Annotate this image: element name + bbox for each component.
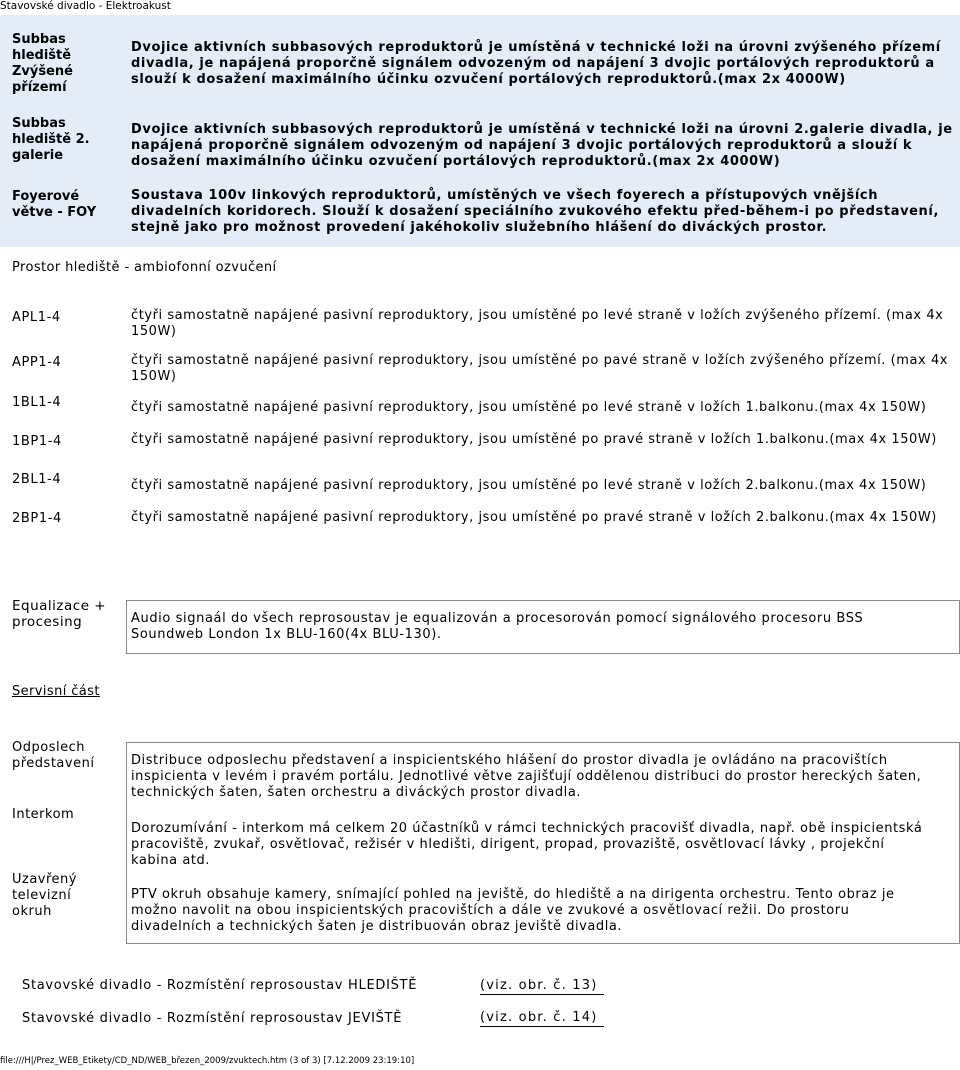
- desc-1bl: čtyři samostatně napájené pasivní reproduktory, jsou umístěné po levé straně v ložích 1.balkonu.(max 4x 150W): [131, 400, 927, 415]
- reference-hlediste: Stavovské divadlo - Rozmístění reprosoustav HLEDIŠTĚ: [22, 978, 418, 993]
- desc-2bp: čtyři samostatně napájené pasivní reproduktory, jsou umístěné po pravé straně v ložích 2.balkonu.(max 4x 150W): [131, 510, 937, 525]
- desc-app: čtyři samostatně napájené pasivní reproduktory, jsou umístěné po pavé straně v ložích zvýšeného přízemí. (max 4x 150W): [131, 353, 949, 384]
- label-equalization: Equalizace + procesing: [12, 598, 107, 630]
- code-app: APP1-4: [12, 355, 62, 370]
- reference-link-13[interactable]: (viz. obr. č. 13): [480, 978, 604, 995]
- code-2bl: 2BL1-4: [12, 472, 62, 487]
- label-interkom: Interkom: [12, 807, 75, 822]
- text-odposlech: Distribuce odposlechu představení a inspicientského hlášení do prostor divadla je ovládáno na pracovištích inspicienta v levém i pravém portálu. Jednotlivé větve zajišťují oddělenou distribuci do prostor hereckých šaten, technických šaten, šaten orchestru a diváckých prostor divadla.: [131, 753, 922, 800]
- label-ptv: Uzavřený televizní okruh: [12, 872, 77, 919]
- text-ptv: PTV okruh obsahuje kamery, snímající pohled na jeviště, do hlediště a na dirigenta orchestru. Tento obraz je možno navolit na obou inspicientských pracovištích a dále ve zvukové a osvětlovací režii. Do prostoru divadelních a technických šaten je distribuován obraz jeviště divadla.: [131, 887, 895, 934]
- label-foyer: Foyerové větve - FOY: [12, 189, 97, 220]
- status-bar-path: file:///H|/Prez_WEB_Etikety/CD_ND/WEB_březen_2009/zvuktech.htm (3 of 3) [7.12.2009 23:19:10]: [0, 1056, 415, 1066]
- label-subbas-galerie: Subbas hlediště 2. galerie: [12, 116, 90, 163]
- text-subbas-galerie: Dvojice aktivních subbasových reproduktorů je umístěná v technické loži na úrovni 2.galerie divadla, je napájená proporčně signálem odvozeným od napájení 3 dvojic portálových reproduktorů a slouží k dosažení maximálního účinku ozvučení portálových reproduktorů.(max 2x 4000W): [131, 122, 953, 169]
- desc-1bp: čtyři samostatně napájené pasivní reproduktory, jsou umístěné po pravé straně v ložích 1.balkonu.(max 4x 150W): [131, 432, 937, 447]
- desc-2bl: čtyři samostatně napájené pasivní reproduktory, jsou umístěné po levé straně v ložích 2.balkonu.(max 4x 150W): [131, 478, 927, 493]
- ambient-title: Prostor hlediště - ambiofonní ozvučení: [12, 260, 277, 275]
- code-apl: APL1-4: [12, 310, 61, 325]
- desc-apl: čtyři samostatně napájené pasivní reproduktory, jsou umístěné po levé straně v ložích zvýšeného přízemí. (max 4x 150W): [131, 308, 944, 339]
- window-title: Stavovské divadlo - Elektroakust: [0, 0, 171, 12]
- code-1bl: 1BL1-4: [12, 395, 62, 410]
- code-2bp: 2BP1-4: [12, 511, 62, 526]
- code-1bp: 1BP1-4: [12, 434, 62, 449]
- reference-link-14[interactable]: (viz. obr. č. 14): [480, 1010, 604, 1027]
- text-subbas-prizemi: Dvojice aktivních subbasových reproduktorů je umístěná v technické loži na úrovni zvýšeného přízemí divadla, je napájená proporčně signálem odvozeným od napájení 3 dvojic portálových reproduktorů a slouží k dosažení maximálního účinku ozvučení portálových reproduktorů.(max 2x 4000W): [131, 40, 941, 87]
- text-foyer: Soustava 100v linkových reproduktorů, umístěných ve všech foyerech a přístupových vnějších divadelních koridorech. Slouží k dosažení speciálního zvukového efektu před-během-i po představení, stejně jako pro možnost provedení jakéhokoliv služebního hlášení do diváckých prostor.: [131, 188, 940, 235]
- label-subbas-prizemi: Subbas hlediště Zvýšené přízemí: [12, 32, 74, 95]
- label-odposlech: Odposlech představení: [12, 740, 95, 771]
- service-title: Servisní část: [12, 684, 100, 699]
- text-equalization: Audio signaál do všech reprosoustav je equalizován a procesorován pomocí signálového procesoru BSS Soundweb London 1x BLU-160(4x BLU-130).: [131, 611, 864, 642]
- text-interkom: Dorozumívání - interkom má celkem 20 účastníků v rámci technických pracovišť divadla, např. obě inspicientská pracoviště, zvukař, osvětlovač, režisér v hledišti, dirigent, propad, provaziště, osvětlovací lávky , projekční kabina atd.: [131, 821, 923, 868]
- reference-jeviste: Stavovské divadlo - Rozmístění reprosoustav JEVIŠTĚ: [22, 1011, 403, 1026]
